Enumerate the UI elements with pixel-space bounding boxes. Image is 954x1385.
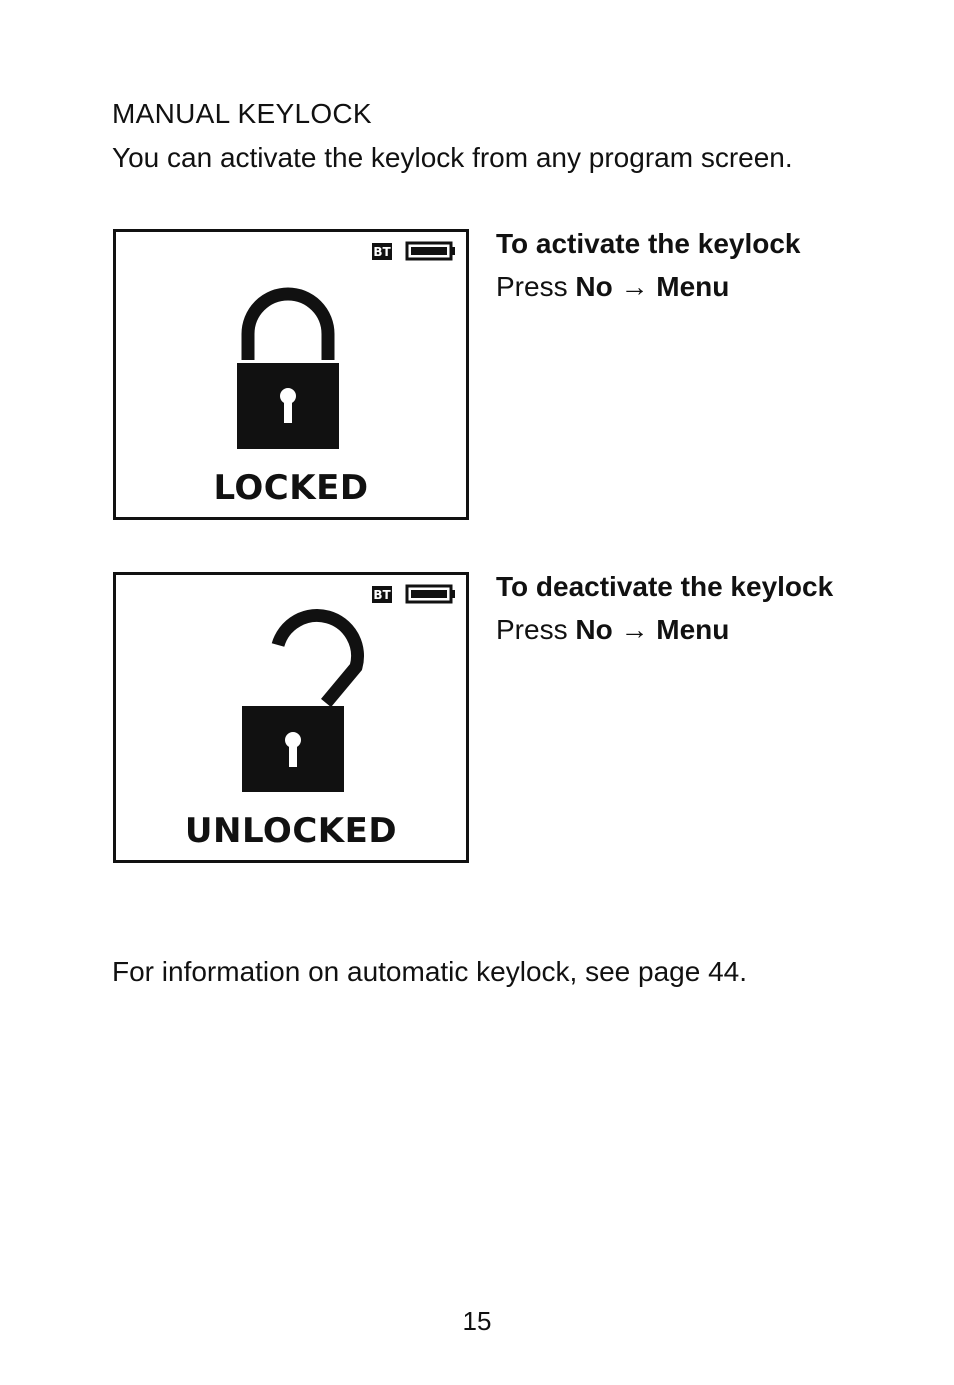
press-text: Press [496, 614, 568, 645]
arrow-right-icon: → [620, 614, 649, 645]
section-heading: MANUAL KEYLOCK [112, 98, 372, 129]
battery-icon [407, 586, 455, 602]
key-no: No [575, 614, 613, 645]
activate-instruction-title: To activate the keylock [496, 228, 801, 259]
key-menu: Menu [656, 271, 730, 302]
padlock-locked-icon [237, 294, 339, 449]
bt-icon [372, 586, 392, 603]
locked-label: LOCKED [213, 468, 369, 508]
unlocked-screen-illustration [113, 572, 469, 863]
press-text: Press [496, 271, 568, 302]
arrow-right-icon: → [620, 271, 649, 302]
locked-screen-illustration [113, 229, 469, 520]
battery-icon [407, 243, 455, 259]
svg-text:BT: BT [373, 588, 391, 602]
intro-text: You can activate the keylock from any program screen. [112, 142, 793, 173]
deactivate-instruction-title: To deactivate the keylock [496, 571, 834, 602]
padlock-unlocked-icon [242, 615, 358, 792]
page-number: 15 [462, 1306, 492, 1336]
unlocked-label: UNLOCKED [184, 811, 398, 851]
bt-icon [372, 243, 392, 260]
key-menu: Menu [656, 614, 730, 645]
svg-text:BT: BT [373, 245, 391, 259]
activate-instruction-line [496, 271, 729, 303]
footer-note: For information on automatic keylock, see page 44. [112, 956, 748, 987]
key-no: No [575, 271, 613, 302]
deactivate-instruction-line [496, 614, 729, 646]
